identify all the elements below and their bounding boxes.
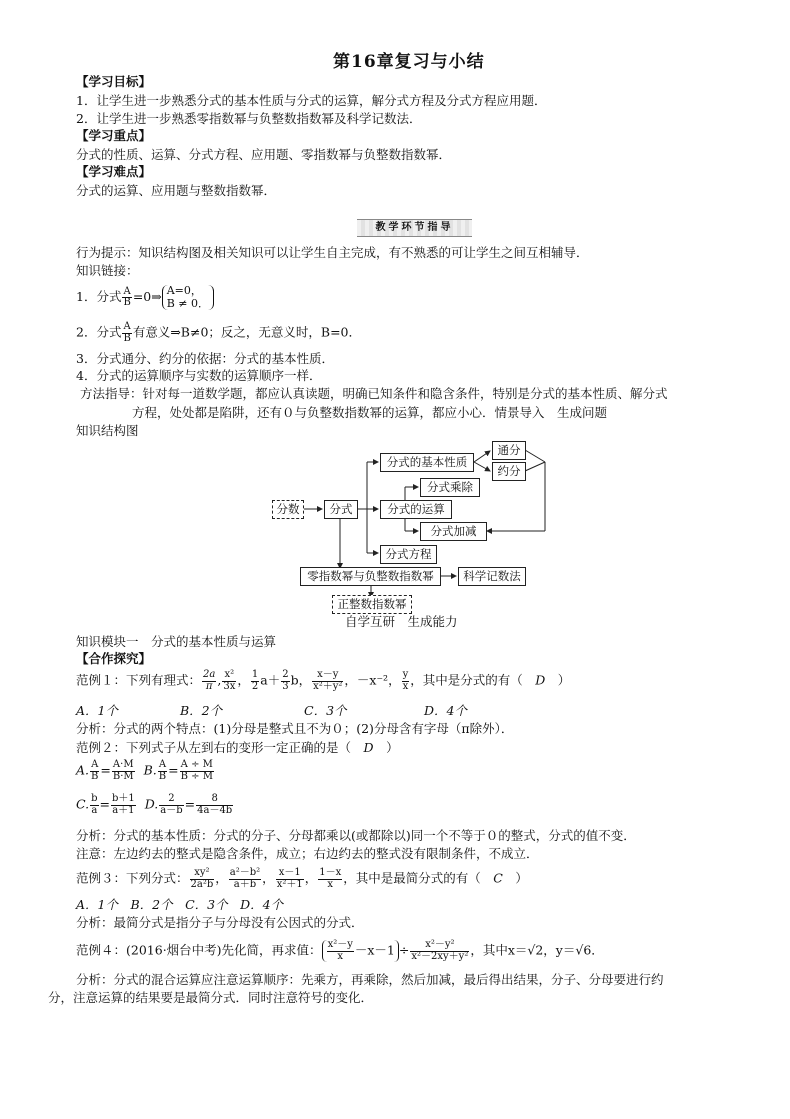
link-3: 3．分式通分、约分的依据：分式的基本性质． — [76, 351, 334, 366]
example-4-analysis-1: 分析：分式的混合运算应注意运算顺序：先乘方，再乘除，然后加减，最后得出结果，分子、分母要进行约 — [76, 972, 664, 987]
method-line-1: 方法指导：针对每一道数学题，都应认真读题，明确已知条件和隐含条件，特别是分式的基本性质、解分式 — [80, 386, 668, 401]
answer: D — [535, 672, 546, 688]
method-line-2: 方程，处处都是陷阱，还有０与负整数指数幂的运算，都应小心．情景导入 生成问题 — [132, 405, 608, 420]
selfstudy-heading: 自学互研 生成能力 — [345, 614, 458, 629]
node-fangcheng: 分式方程 — [380, 545, 437, 564]
link-4: 4．分式的运算顺序与实数的运算顺序一样． — [76, 368, 322, 383]
link-1: 1．分式 $\frac{A}{B}$ =0⇒ A=0， B ≠ 0． — [76, 285, 214, 310]
diagram-heading: 知识结构图 — [76, 423, 139, 438]
keypoints-text: 分式的性质、运算、分式方程、应用题、零指数幂与负整数指数幂． — [76, 147, 452, 162]
node-zhengshu: 正整数指数幂 — [332, 595, 412, 614]
answer: C — [493, 870, 503, 886]
example-4-analysis-2: 分，注意运算的结果要是最简分式．同时注意符号的变化． — [48, 990, 374, 1005]
coop-heading: 【合作探究】 — [76, 651, 152, 666]
link-2: 2．分式 $\frac{A}{B}$ 有意义⇒B≠0；反之，无意义时，B=0． — [76, 321, 362, 344]
goal-item-1: 1．让学生进一步熟悉分式的基本性质与分式的运算，解分式方程及分式方程应用题． — [76, 93, 547, 108]
example-3: 范例３：下列分式： $\frac{\text{xy²}}{\text{2a²b}}$ ， $\frac{\text{a²－b²}}{a+b}$ ， $\frac{x-1}{\text{x²＋1}}$ ， $\frac{1-x}{x}$ ，其中是最简分式的有（ C ） — [76, 867, 528, 890]
example-1: 范例１：下列有理式： $\frac{2a}{\pi}$ , $\frac{\text{x²}}{3x}$ ， $\frac{1}{2}$ a＋ $\frac{2}{3}$ b， $\frac{x-y}{\text{x²＋y²}}$ ，－x⁻²， $\frac{y}{x}$ ，其中是分式的有（ D ） — [76, 669, 571, 692]
node-fenshu: 分数 — [272, 500, 304, 519]
node-zhishu: 零指数幂与负整数指数幂 — [300, 567, 441, 586]
example-2-note: 注意：左边约去的整式是隐含条件，成立；右边约去的整式没有限制条件，不成立． — [76, 846, 539, 861]
hint-text: 行为提示：知识结构图及相关知识可以让学生自主完成，有不熟悉的可让学生之间互相辅导． — [76, 245, 589, 260]
page-title: 第16章复习与小结 — [333, 52, 485, 72]
links-heading: 知识链接： — [76, 263, 139, 278]
goals-heading: 【学习目标】 — [76, 74, 152, 89]
section-banner: 教学环节指导 — [357, 219, 472, 237]
node-tongfen: 通分 — [492, 441, 526, 460]
fraction: $\frac{A}{B}$ — [123, 321, 131, 344]
example-4: 范例４：(2016·烟台中考)先化简，再求值： $\frac{\text{x²－y}}{x}$ －x－1 ÷ $\frac{\text{x²－y²}}{\text{x²－2xy＋y²}}$ ，其中x＝√2，y＝√6． — [76, 939, 604, 962]
example-3-options: A．1个 B．2个 C．3个 D．4个 — [76, 897, 284, 912]
example-2: 范例２：下列式子从左到右的变形一定正确的是（ D ） — [76, 740, 399, 755]
example-2-options-cd: C. $\frac{b}{a}$ = $\frac{b+1}{a+1}$ D. $\frac{2}{a-b}$ = $\frac{8}{4a-4b}$ — [76, 793, 233, 816]
example-2-analysis: 分析：分式的基本性质：分式的分子、分母都乘以(或都除以)同一个不等于０的整式，分式的值不变． — [76, 828, 636, 843]
difficulties-heading: 【学习难点】 — [76, 164, 152, 179]
node-yunsuan: 分式的运算 — [380, 500, 452, 519]
goal-item-2: 2．让学生进一步熟悉零指数幂与负整数指数幂及科学记数法． — [76, 111, 422, 126]
keypoints-heading: 【学习重点】 — [76, 128, 152, 143]
example-3-analysis: 分析：最简分式是指分子与分母没有公因式的分式． — [76, 915, 364, 930]
node-kexue: 科学记数法 — [458, 567, 526, 586]
answer: D — [363, 740, 374, 755]
difficulties-text: 分式的运算、应用题与整数指数幂． — [76, 183, 277, 198]
module-1-heading: 知识模块一 分式的基本性质与运算 — [76, 634, 277, 649]
node-chengchu: 分式乘除 — [420, 478, 480, 497]
node-jiben-xingzhi: 分式的基本性质 — [380, 453, 474, 472]
example-2-options-ab: A. $\frac{A}{B}$ = $\frac{A\cdot M}{B\cdot M}$ B. $\frac{A}{B}$ = $\frac{A \div M}{B \div M}$ — [76, 759, 213, 782]
example-1-analysis: 分析：分式的两个特点：(1)分母是整式且不为０；(2)分母含有字母（π除外）． — [76, 721, 514, 736]
node-fenshi: 分式 — [324, 500, 358, 519]
fraction: $\frac{A}{B}$ — [123, 285, 131, 309]
node-jiajian: 分式加减 — [420, 522, 487, 541]
node-yuefen: 约分 — [492, 462, 526, 481]
